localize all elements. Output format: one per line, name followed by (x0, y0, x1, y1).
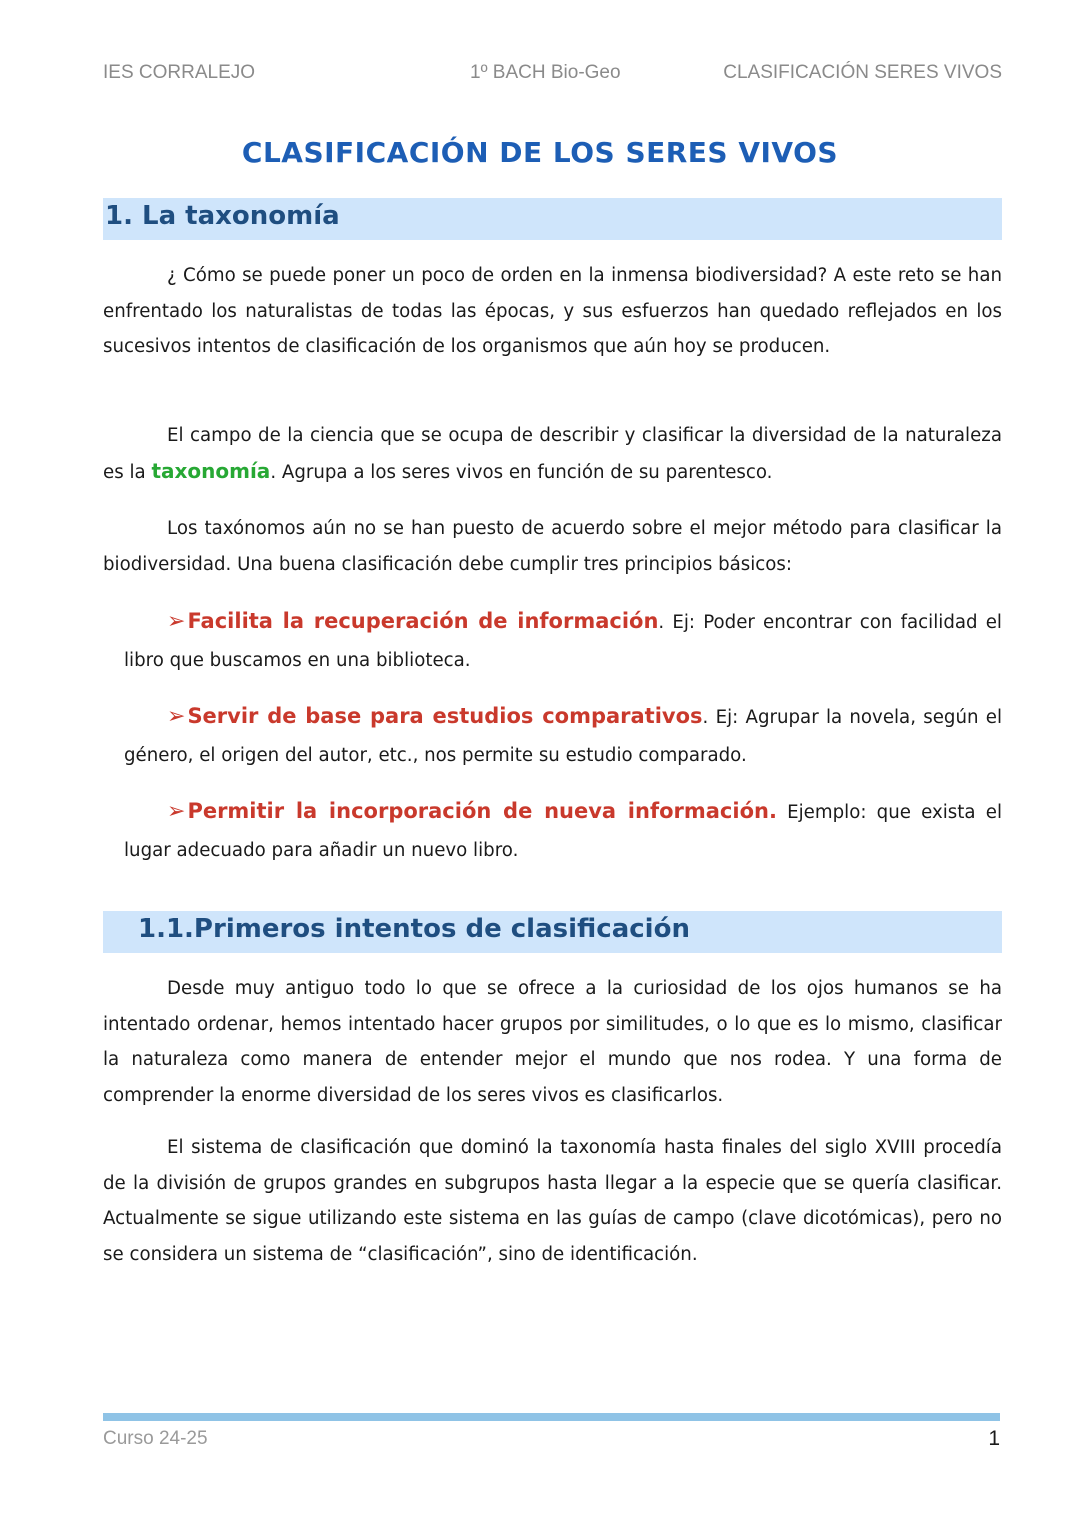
principle-example: . Ej: Poder encontrar con facilidad el libro que buscamos en una biblioteca. (124, 612, 1002, 671)
document-title: CLASIFICACIÓN DE LOS SERES VIVOS (241, 136, 839, 169)
paragraph-principles: Los taxónomos aún no se han puesto de acuerdo sobre el mejor método para clasificar la biodiversidad. Una buena clasificación debe cumplir tres principios básicos: (103, 518, 1002, 575)
arrow-bullet-icon: ➢ (167, 609, 186, 634)
principle-title: Permitir la incorporación de nueva información. (187, 799, 777, 823)
list-item (124, 792, 1002, 870)
paragraph-classification-system: El sistema de clasificación que dominó la taxonomía hasta finales del siglo XVIII procedía de la división de grupos grandes en subgrupos hasta llegar a la especie que se quería clasificar. Actualmente se sigue utilizando este sistema en las guías de campo (clave dicotómicas), pero no se considera un sistema de “clasificación”, sino de identificación. (103, 1137, 1002, 1265)
arrow-bullet-icon: ➢ (167, 799, 186, 824)
principle-title: Facilita la recuperación de información (187, 609, 659, 633)
paragraph-text: . Agrupa a los seres vivos en función de su parentesco. (270, 461, 773, 483)
page-number: 1 (988, 1427, 1000, 1450)
paragraph-history: Desde muy antiguo todo lo que se ofrece a la curiosidad de los ojos humanos se ha intentado ordenar, hemos intentado hacer grupos por similitudes, o lo que es lo mismo, clasificar la naturaleza como manera de entender mejor el mundo que nos rodea. Y una forma de comprender la enorme diversidad de los seres vivos es clasificarlos. (103, 978, 1002, 1106)
list-item (124, 697, 1002, 775)
header-course: 1º BACH Bio-Geo (470, 62, 621, 83)
paragraph-taxonomy-definition (103, 418, 1002, 490)
paragraph-text: El campo de la ciencia que se ocupa de describir y clasificar la diversidad de la naturaleza es la (103, 425, 1002, 483)
section-heading-taxonomia: 1. La taxonomía (105, 201, 340, 231)
subsection-heading-primeros-intentos: 1.1.Primeros intentos de clasificación (138, 914, 690, 944)
page-header (103, 62, 1002, 86)
header-topic: CLASIFICACIÓN SERES VIVOS (723, 62, 1002, 83)
section-heading-bar (103, 198, 1002, 240)
header-school: IES CORRALEJO (103, 62, 256, 83)
subsection-heading-bar (103, 911, 1002, 953)
footer-course: Curso 24-25 (103, 1428, 208, 1449)
term-taxonomia: taxonomía (151, 458, 271, 483)
principle-example: . Ej: Agrupar la novela, según el género, el origen del autor, etc., nos permite su estudio comparado. (124, 707, 1003, 766)
arrow-bullet-icon: ➢ (167, 704, 186, 729)
principle-title: Servir de base para estudios comparativos (187, 704, 703, 728)
paragraph-intro: ¿ Cómo se puede poner un poco de orden en la inmensa biodiversidad? A este reto se han enfrentado los naturalistas de todas las épocas, y sus esfuerzos han quedado reflejados en los sucesivos intentos de clasificación de los organismos que aún hoy se producen. (103, 265, 1002, 357)
principle-example: Ejemplo: que exista el lugar adecuado para añadir un nuevo libro. (124, 802, 1002, 861)
footer-divider (103, 1413, 1000, 1421)
list-item (124, 602, 1002, 680)
